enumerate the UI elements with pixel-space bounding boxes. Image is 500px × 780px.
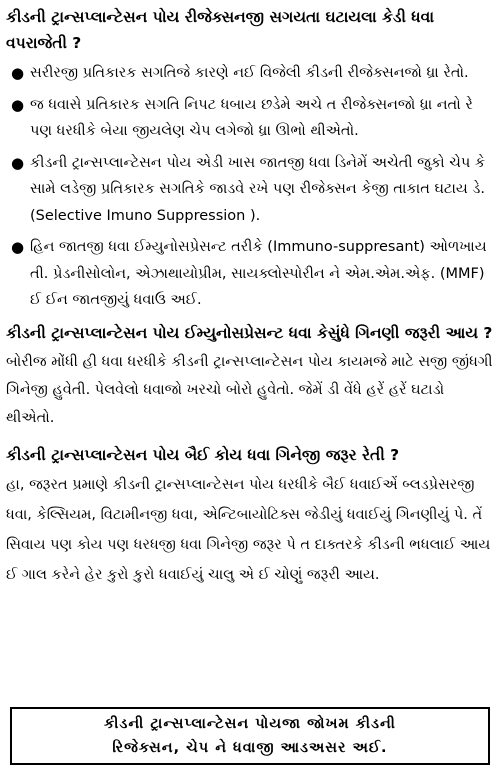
list-item (6, 150, 494, 230)
list-item-text: સરીરજી પ્રતિકારક સગતિજે કારણે નઈ વિજેલી કીડની રીજેક્સનજો ધ્રા રેતો. (30, 65, 469, 81)
bullet-icon: ● (11, 238, 25, 256)
question-heading-3: કીડની ટ્રાન્સપ્લાન્ટેસન પોય બૈઈ કોય ધવા ગિનેજી જરૂર રેતી ? (6, 445, 400, 464)
list-item-text: હિન જાતજી ધવા ઈમ્યુનોસપ્રેસન્ટ તરીકે (Immuno-suppresant) ઓળખાય તી. પ્રેડનીસોલોન, એઝાથાયોપ્રીમ, સાયક્લોસ્પોરીન ને એમ.એમ.એફ. (MMF) ઈ ઈન જાતજીયું ધવાઉ અઈ. (30, 239, 487, 308)
list-item-text: કીડની ટ્રાન્સપ્લાન્ટેસન પોય એડી ખાસ જાતજી ધવા ડિનેમેં અચેતી જુકો ચેપ કે સામે લડેજી પ્રતિકારક સગતિકે જાડવે રખે પણ રીજેક્સન કેજી તાકાત ઘટાય ડે. (Selective Imuno Suppression ). (30, 154, 486, 224)
list-item (6, 60, 494, 87)
bullet-icon: ● (11, 153, 25, 172)
summary-box (10, 707, 490, 765)
answer-paragraph-2: બોરીજ મોંધી હી ધવા ધરધીકે કીડની ટ્રાન્સપ્લાન્ટેસન પોય કાયમજે માટે સજી જીંધગી ગિનેજી હુવેતી. પેલવેલો ધવાજો ખરચો બોરો હુવેતો. જેમેં ડી વેંધે હરેં હરેં ઘટાડો થીએતો. (6, 353, 493, 426)
bullet-icon: ● (11, 64, 25, 82)
list-item-text: જ ધવાસે પ્રતિકારક સગતિ નિપટ ધબાય છડેમે અચે ત રીજેક્સનજો ધ્રા નતો રે પણ ધરધીકે બેયા જીયલેણ ચેપ લગેજો ધ્રા ઊભો થીએતો. (30, 96, 473, 139)
list-item (6, 92, 494, 145)
question-heading-1: કીડની ટ્રાન્સપ્લાન્ટેસન પોય રીજેક્સનજી સગયતા ઘટાયલા કેડી ધવા વપરાજેતી ? (6, 8, 435, 52)
question-heading-2: કીડની ટ્રાન્સપ્લાન્ટેસન પોય ઈમ્યુનોસપ્રેસન્ટ ધવા કેસુંધે ગિનણી જરૂરી આય ? (6, 323, 493, 342)
answer-paragraph-3: હા, જરૂરત પ્રમાણે કીડની ટ્રાન્સપ્લાન્ટેસન પોય ધરધીકે બૈઈ ધવાઈએં બ્લડપ્રેસરજી ધવા, કેલ્સિયમ, વિટામીનજી ધવા, એન્ટિબાયોટિક્સ જેડીયું ધવાઈયું ગિનણીયું પે. તેં સિવાય પણ કોય પણ ધરધજી ધવા ગિનેજી જરૂર પે ત દાક્તરકે કીડની ભધલાઈ આય ઈ ગાલ કરેને હેર કુરો કુરો ધવાઈયું ચાલુ એ ઈ ચોણું જરૂરી આય. (6, 476, 491, 583)
bullet-icon: ● (11, 95, 25, 114)
summary-line-2: રિજેક્સન, ચેપ ને ધવાજી આડઅસર અઈ. (112, 740, 388, 756)
list-item (6, 234, 494, 314)
summary-line-1: કીડની ટ્રાન્સપ્લાન્ટેસન પોયજા જોખમ કીડની (104, 716, 396, 732)
bullet-list (6, 60, 494, 314)
